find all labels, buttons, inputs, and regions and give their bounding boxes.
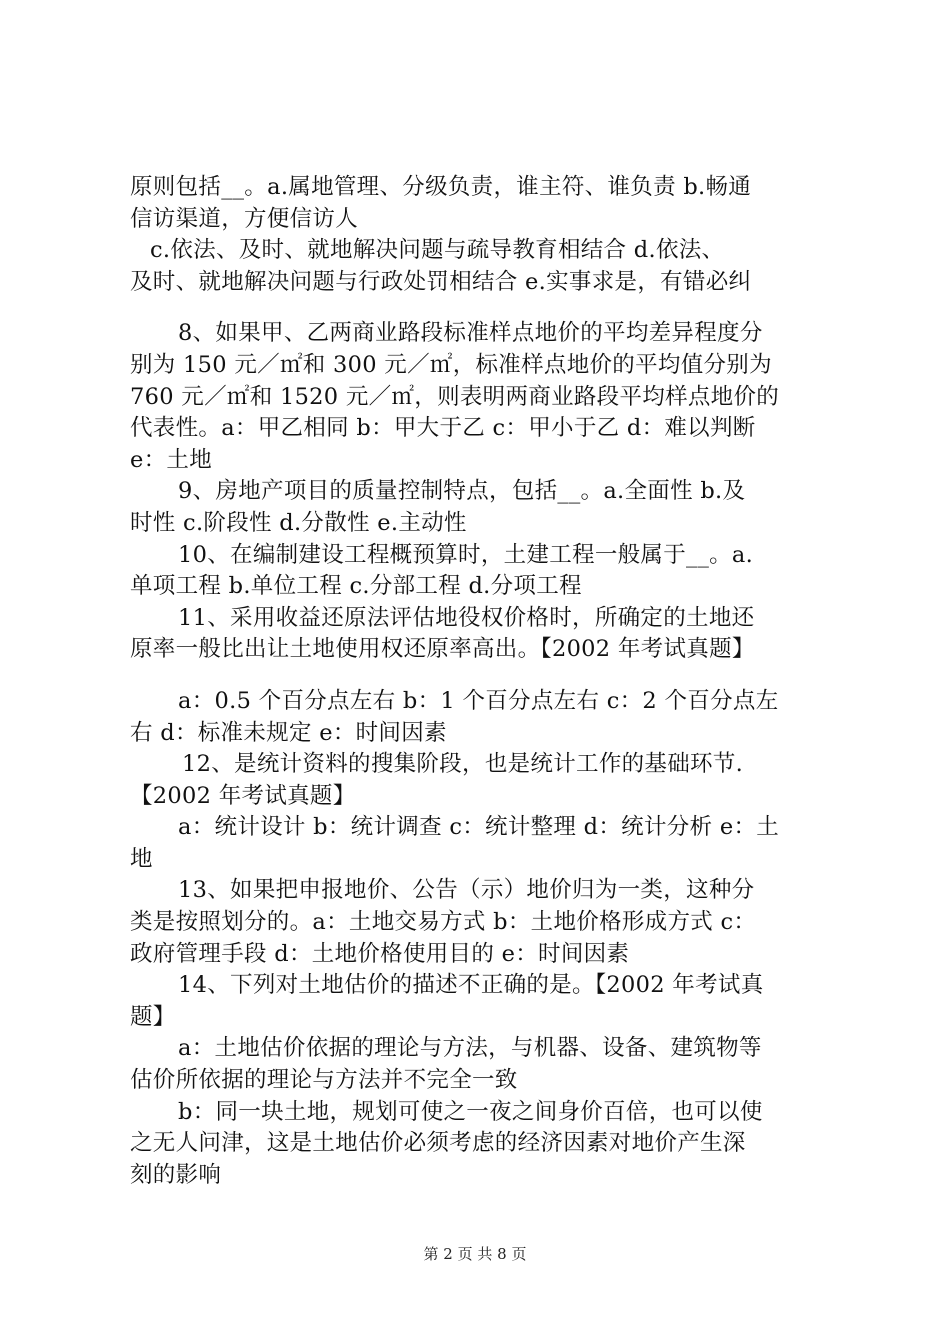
text-line: 类是按照划分的。a：土地交易方式 b：土地价格形成方式 c： xyxy=(130,909,757,936)
text-line: 11、采用收益还原法评估地役权价格时，所确定的土地还 xyxy=(178,604,755,631)
text-line: e：土地 xyxy=(130,446,213,473)
text-line: 【2002 年考试真题】 xyxy=(130,782,356,809)
text-line: 之无人问津，这是土地估价必须考虑的经济因素对地价产生深 xyxy=(130,1130,746,1157)
text-line: 地 xyxy=(130,845,153,872)
page-footer: 第 2 页 共 8 页 xyxy=(423,1245,527,1263)
text-line: 估价所依据的理论与方法并不完全一致 xyxy=(130,1067,518,1094)
document-body xyxy=(130,172,830,1191)
paragraph-gap xyxy=(130,666,830,686)
text-line: 别为 150 元／㎡和 300 元／㎡，标准样点地价的平均值分别为 xyxy=(130,351,772,378)
text-line: 8、如果甲、乙两商业路段标准样点地价的平均差异程度分 xyxy=(178,320,763,347)
text-line: 原率一般比出让土地使用权还原率高出。【2002 年考试真题】 xyxy=(130,636,755,663)
text-line: 代表性。a：甲乙相同 b：甲大于乙 c：甲小于乙 d：难以判断 xyxy=(130,415,756,442)
text-line: 14、下列对土地估价的描述不正确的是。【2002 年考试真 xyxy=(178,972,764,999)
text-line: 13、如果把申报地价、公告（示）地价归为一类，这种分 xyxy=(178,877,755,904)
text-line: c.依法、及时、就地解决问题与疏导教育相结合 d.依法、 xyxy=(150,237,725,264)
text-line: 原则包括__。a.属地管理、分级负责，谁主符、谁负责 b.畅通 xyxy=(130,174,752,200)
text-line: a：0.5 个百分点左右 b：1 个百分点左右 c：2 个百分点左 xyxy=(178,687,779,714)
text-line: 及时、就地解决问题与行政处罚相结合 e.实事求是，有错必纠 xyxy=(130,268,752,295)
text-line: 题】 xyxy=(130,1003,176,1030)
text-line: 政府管理手段 d：土地价格使用目的 e：时间因素 xyxy=(130,940,630,967)
text-line: 右 d：标准未规定 e：时间因素 xyxy=(130,719,447,746)
text-line: a：土地估价依据的理论与方法，与机器、设备、建筑物等 xyxy=(178,1035,762,1062)
text-line: b：同一块土地，规划可使之一夜之间身价百倍，也可以使 xyxy=(178,1098,763,1125)
text-line: 12、是统计资料的搜集阶段，也是统计工作的基础环节. xyxy=(182,751,744,778)
text-line: 刻的影响 xyxy=(130,1161,222,1188)
paragraph-gap xyxy=(130,298,830,318)
text-line: 单项工程 b.单位工程 c.分部工程 d.分项工程 xyxy=(130,573,582,600)
text-line: 信访渠道，方便信访人 xyxy=(130,205,359,232)
text-line: 9、房地产项目的质量控制特点，包括__。a.全面性 b.及 xyxy=(178,478,746,505)
text-line: 时性 c.阶段性 d.分散性 e.主动性 xyxy=(130,509,467,536)
text-line: 10、在编制建设工程概预算时，土建工程一般属于__。a. xyxy=(178,541,754,568)
text-line: a：统计设计 b：统计调查 c：统计整理 d：统计分析 e：土 xyxy=(178,814,780,841)
text-line: 760 元／㎡和 1520 元／㎡，则表明两商业路段平均样点地价的 xyxy=(130,383,780,410)
